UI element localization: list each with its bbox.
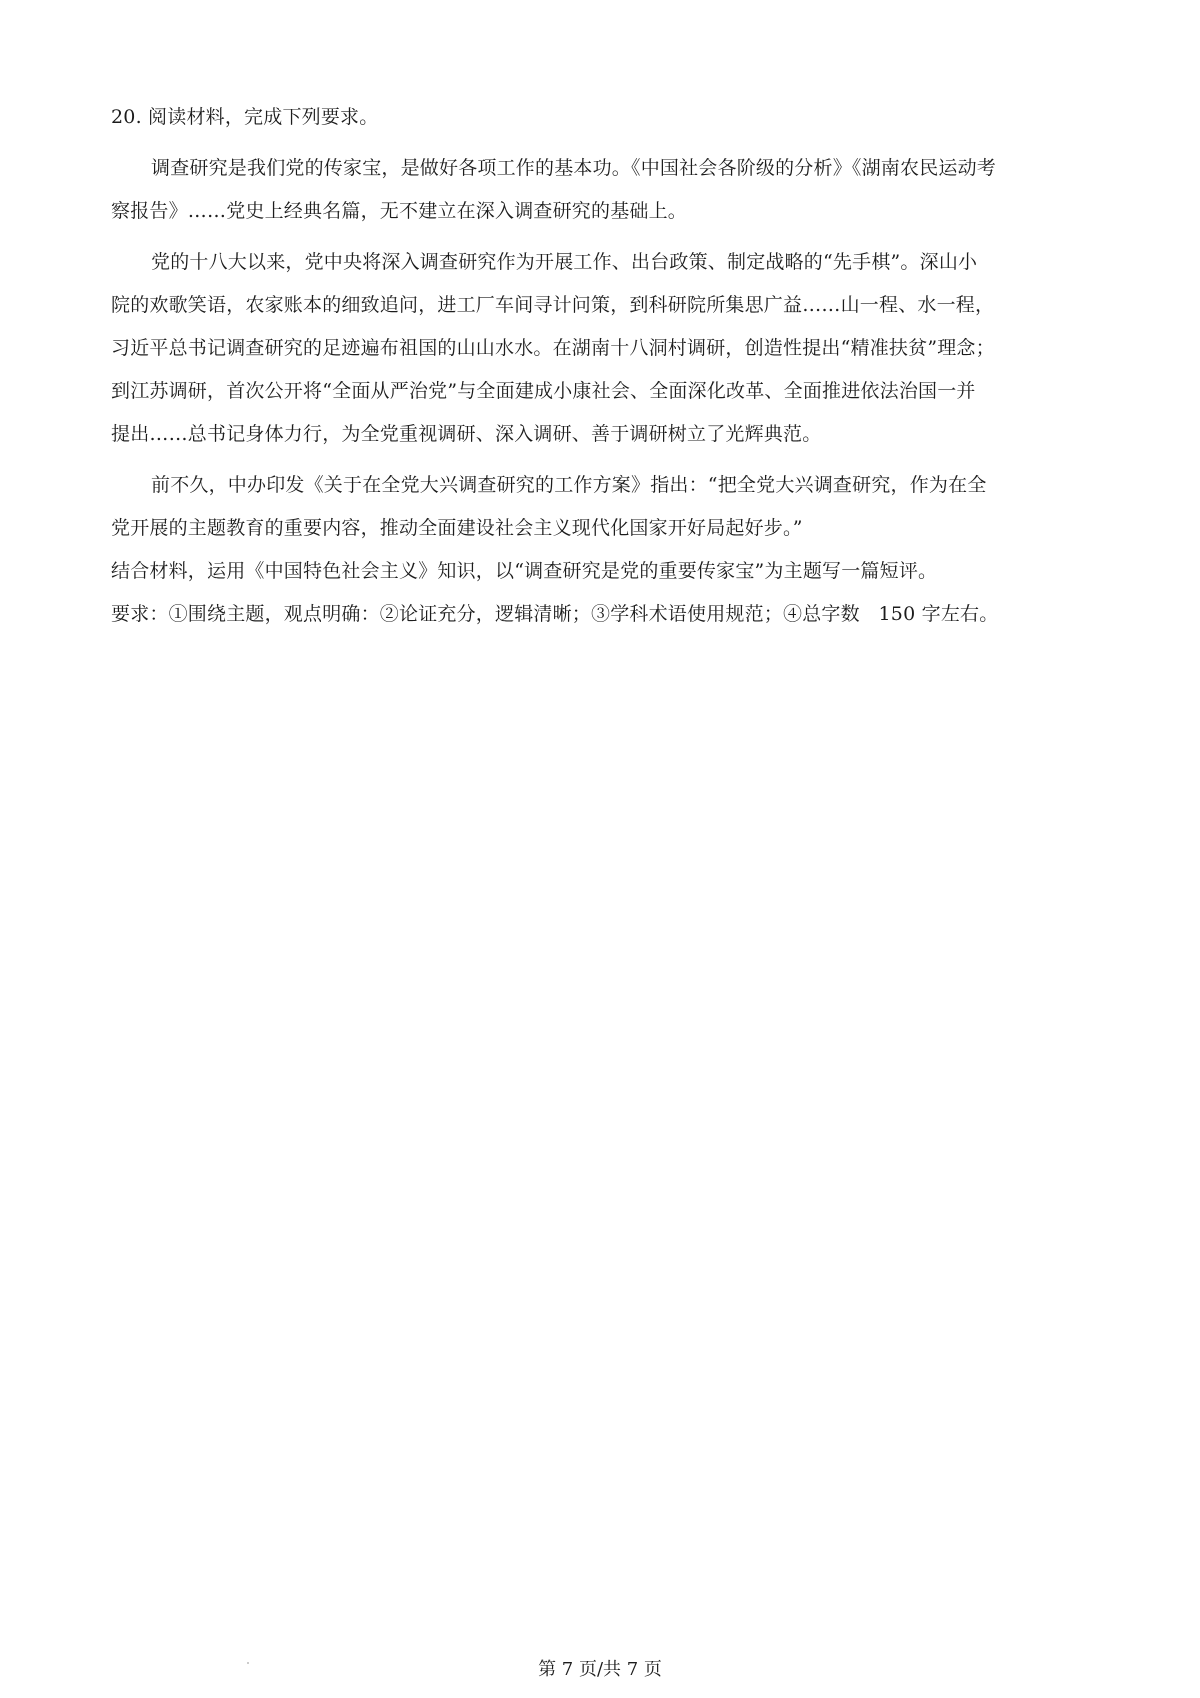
answer-requirements: 要求：①围绕主题，观点明确：②论证充分，逻辑清晰；③学科术语使用规范；④总字数 150 字左右。 [111,603,999,625]
paragraph-line: 调查研究是我们党的传家宝，是做好各项工作的基本功。《中国社会各阶级的分析》《湖南农民运动考 [151,157,997,179]
paragraph-line: 党开展的主题教育的重要内容，推动全面建设社会主义现代化国家开好局起好步。” [111,517,803,539]
paragraph-line: 党的十八大以来，党中央将深入调查研究作为开展工作、出台政策、制定战略的“先手棋”。深山小 [151,251,978,273]
page-number: 第 7 页/共 7 页 [538,1659,662,1680]
paragraph-line: 提出……总书记身体力行，为全党重视调研、深入调研、善于调研树立了光辉典范。 [111,423,822,445]
paragraph-line: 察报告》……党史上经典名篇，无不建立在深入调查研究的基础上。 [111,200,688,222]
paragraph-line: 院的欢歌笑语，农家账本的细致追问，进工厂车间寻计问策，到科研院所集思广益……山一程、水一程， [111,294,995,316]
material-paragraph-2 [111,241,1095,456]
material-paragraph-3 [111,464,1095,550]
paragraph-line: 到江苏调研，首次公开将“全面从严治党”与全面建成小康社会、全面深化改革、全面推进依法治国一并 [111,380,976,402]
material-paragraph-1 [111,147,1095,233]
question-header: 20. 阅读材料，完成下列要求。 [111,106,379,128]
question-20 [111,96,1095,636]
task-instruction: 结合材料，运用《中国特色社会主义》知识，以“调查研究是党的重要传家宝”为主题写一篇短评。 [111,560,938,582]
paragraph-line: 前不久，中办印发《关于在全党大兴调查研究的工作方案》指出：“把全党大兴调查研究，作为在全 [151,474,987,496]
paragraph-line: 习近平总书记调查研究的足迹遍布祖国的山山水水。在湖南十八洞村调研，创造性提出“精准扶贫”理念； [111,337,995,359]
